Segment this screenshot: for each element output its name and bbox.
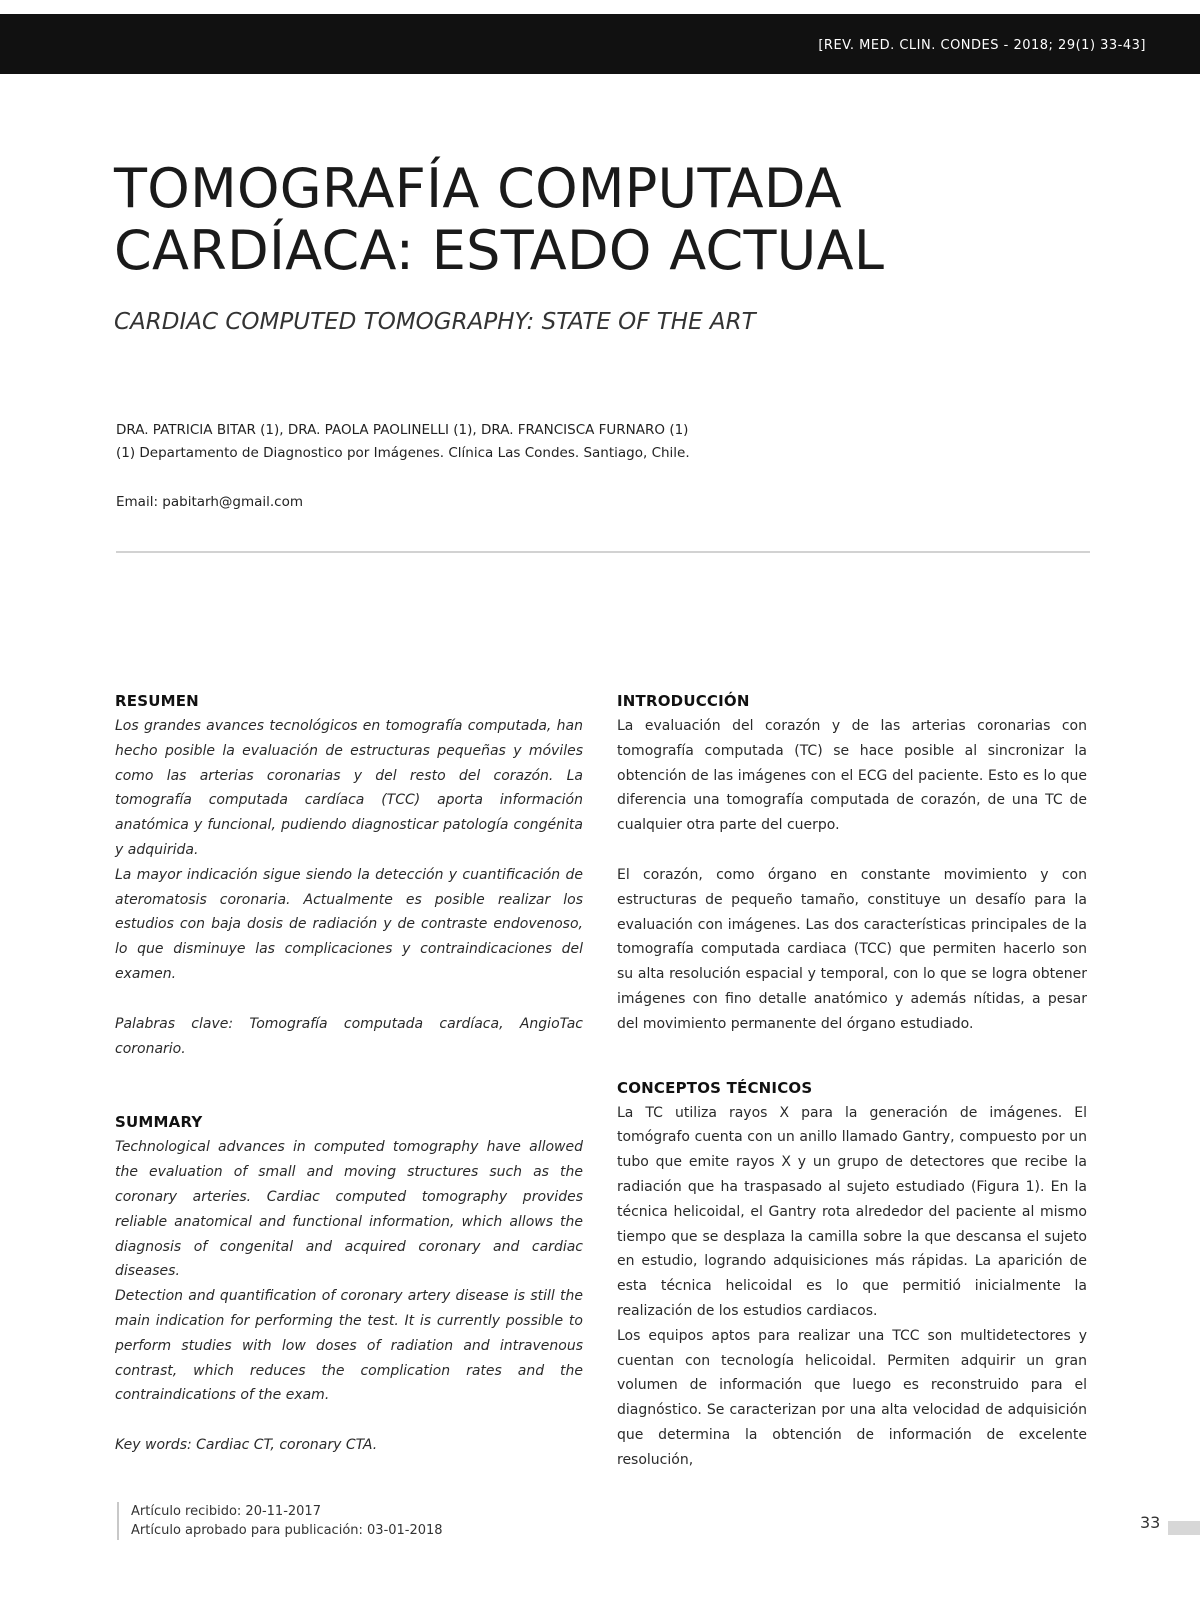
summary-section — [115, 1111, 583, 1458]
conceptos-paragraph: La TC utiliza rayos X para la generación de imágenes. El tomógrafo cuenta con un anillo llamado Gantry, compuesto por un tubo que emite rayos X y un grupo de detectores que recibe la radiación que ha traspasado al sujeto estudiado (Figura 1). En la técnica helicoidal, el Gantry rota alrededor del paciente al mismo tiempo que se desplaza la camilla sobre la que descansa el sujeto en estudio, logrando adquisiciones más rápidas. La aparición de esta técnica helicoidal es lo que permitió inicialmente la realización de los estudios cardiacos. — [617, 1104, 1087, 1319]
summary-heading: SUMMARY — [115, 1113, 203, 1132]
resumen-heading: RESUMEN — [115, 692, 199, 710]
introduccion-section — [617, 690, 1087, 1037]
introduccion-heading: INTRODUCCIÓN — [617, 692, 750, 710]
journal-header-bar — [0, 14, 1200, 74]
resumen-paragraph: Los grandes avances tecnológicos en tomografía computada, han hecho posible la evaluación de estructuras pequeñas y móviles como las arterias coronarias y del resto del corazón. La tomografía computada cardíaca (TCC) aporta información anatómica y funcional, pudiendo diagnosticar patología congénita y adquirida. — [115, 718, 583, 858]
summary-keywords: Key words: Cardiac CT, coronary CTA. — [115, 1437, 378, 1454]
conceptos-heading: CONCEPTOS TÉCNICOS — [617, 1078, 813, 1097]
resumen-paragraph: La mayor indicación sigue siendo la detección y cuantificación de ateromatosis coronaria. Actualmente es posible realizar los estudios con baja dosis de radiación y de contraste endovenoso, lo que disminuye las complicaciones y contraindicaciones del examen. — [115, 866, 583, 982]
summary-paragraph: Detection and quantification of coronary artery disease is still the main indication for performing the test. It is currently possible to perform studies with low doses of radiation and intravenous contrast, which reduces the complication rates and the contraindications of the exam. — [115, 1288, 583, 1404]
conceptos-paragraph: Los equipos aptos para realizar una TCC son multidetectores y cuentan con tecnología helicoidal. Permiten adquirir un gran volumen de información que luego es reconstruido para el diagnóstico. Se caracterizan por una alta velocidad de adquisición que determina la obtención de información de excelente resolución, — [617, 1327, 1087, 1468]
journal-reference: [REV. MED. CLIN. CONDES - 2018; 29(1) 33-43] — [818, 38, 1146, 53]
resumen-section — [115, 690, 583, 1061]
page-number: 33 — [1140, 1513, 1161, 1532]
contact-email: Email: pabitarh@gmail.com — [116, 494, 304, 510]
author-list: DRA. PATRICIA BITAR (1), DRA. PAOLA PAOLINELLI (1), DRA. FRANCISCA FURNARO (1) — [116, 422, 689, 438]
article-subtitle: CARDIAC COMPUTED TOMOGRAPHY: STATE OF THE ART — [114, 309, 756, 335]
received-date: Artículo recibido: 20-11-2017 — [131, 1504, 321, 1519]
introduccion-paragraph: El corazón, como órgano en constante movimiento y con estructuras de pequeño tamaño, constituye un desafío para la evaluación con imágenes. Las dos características principales de la tomografía computada cardiaca (TCC) que permiten hacerlo son su alta resolución espacial y temporal, con lo que se logra obtener imágenes con fino detalle anatómico y además nítidas, a pesar del movimiento permanente del órgano estudiado. — [617, 866, 1087, 1032]
resumen-keywords: Palabras clave: Tomografía computada cardíaca, AngioTac coronario. — [115, 1015, 583, 1057]
header-divider — [116, 551, 1090, 553]
summary-paragraph: Technological advances in computed tomography have allowed the evaluation of small and moving structures such as the coronary arteries. Cardiac computed tomography provides reliable anatomical and functional information, which allows the diagnosis of congenital and acquired coronary and cardiac diseases. — [115, 1139, 583, 1280]
article-title: TOMOGRAFÍA COMPUTADA CARDÍACA: ESTADO ACTUAL — [114, 157, 885, 282]
article-dates — [117, 1502, 443, 1540]
page-edge-tab — [1168, 1521, 1200, 1535]
author-affiliation: (1) Departamento de Diagnostico por Imágenes. Clínica Las Condes. Santiago, Chile. — [116, 445, 690, 461]
left-column — [115, 690, 583, 1458]
introduccion-paragraph: La evaluación del corazón y de las arterias coronarias con tomografía computada (TC) se hace posible al sincronizar la obtención de las imágenes con el ECG del paciente. Esto es lo que diferencia una tomografía computada de corazón, de una TC de cualquier otra parte del cuerpo. — [617, 718, 1087, 834]
conceptos-section — [617, 1077, 1087, 1473]
approved-date: Artículo aprobado para publicación: 03-01-2018 — [131, 1523, 443, 1538]
right-column — [617, 690, 1087, 1473]
